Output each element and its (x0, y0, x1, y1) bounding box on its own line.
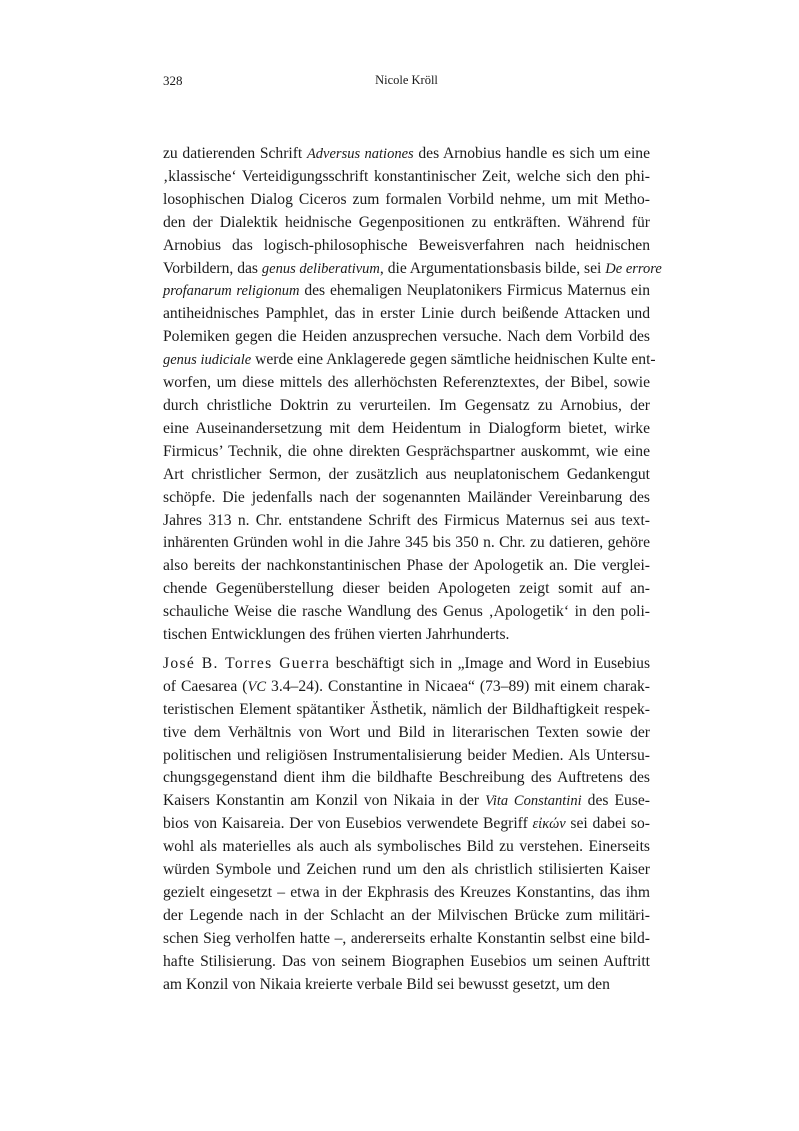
text-line (163, 745, 650, 768)
italic-text: Adversus nationes (306, 146, 414, 162)
text-run: losophischen Dialog Ciceros zum formalen Vorbild nehme, um mit Metho- (163, 190, 650, 208)
italic-text: εἰκών (532, 816, 566, 833)
text-run: Polemiken gegen die Heiden anzusprechen versuche. Nach dem Vorbild des (163, 328, 650, 346)
text-line (163, 699, 650, 722)
text-run: sei dabei so- (565, 815, 650, 833)
text-line (163, 303, 650, 326)
text-line (163, 464, 650, 487)
text-line (163, 624, 650, 647)
text-line (163, 836, 650, 859)
text-run: Jahres 313 n. Chr. entstandene Schrift des Firmicus Maternus sei aus text- (163, 511, 650, 529)
text-run: Art christlicher Sermon, der zusätzlich aus neuplatonischem Gedankengut (163, 465, 650, 483)
italic-text: VC (247, 678, 267, 695)
text-line (163, 235, 650, 258)
text-line (163, 212, 650, 235)
text-run: politischen und religiösen Instrumentalisierung beider Medien. Als Untersu- (163, 746, 650, 764)
text-line (163, 601, 650, 624)
text-run: schauliche Weise die rasche Wandlung des Genus ‚Apologetik‘ in den poli- (163, 603, 650, 621)
text-line (163, 859, 650, 882)
text-line (163, 326, 650, 349)
text-run: Arnobius das logisch-philosophische Beweisverfahren nach heidnischen (163, 236, 650, 254)
text-line (163, 722, 650, 745)
italic-text: De errore (605, 260, 662, 277)
text-run: gezielt eingesetzt – etwa in der Ekphrasis des Kreuzes Konstantins, das ihm (163, 884, 650, 901)
text-line (163, 166, 650, 189)
text-run: of Caesarea ( (163, 677, 248, 695)
text-run: schen Sieg verholfen hatte –, andererseits erhalte Konstantin selbst eine bild- (163, 929, 650, 947)
text-run: Firmicus’ Technik, die ohne direkten Gesprächspartner auskommt, wie eine (163, 442, 650, 460)
text-line (163, 487, 650, 510)
text-run: chungsgegenstand dient ihm die bildhafte Beschreibung des Auftretens des (163, 769, 650, 787)
text-run: tischen Entwicklungen des frühen vierten Jahrhunderts. (163, 626, 510, 644)
text-line (163, 395, 650, 418)
body-text (163, 143, 662, 997)
text-line (163, 905, 650, 928)
text-run: antiheidnisches Pamphlet, das in erster Linie durch beißende Attacken und (163, 305, 650, 323)
text-line (163, 555, 650, 578)
text-run: am Konzil von Nikaia kreierte verbale Bild sei bewusst gesetzt, um den (163, 975, 610, 993)
author-name: José B. Torres Guerra (163, 654, 331, 672)
text-run: schöpfe. Die jedenfalls nach der sogenannten Mailänder Vereinbarung des (163, 488, 650, 506)
text-run: hafte Stilisierung. Das von seinem Biographen Eusebios um seinen Auftritt (163, 952, 650, 970)
paragraph (163, 653, 650, 997)
text-line (163, 767, 650, 790)
paragraph (163, 143, 662, 647)
text-run: inhärenten Gründen wohl in die Jahre 345 bis 350 n. Chr. zu datieren, gehöre (163, 534, 650, 552)
text-run: beschäftigt sich in „Image and Word in Eusebius (330, 654, 651, 672)
text-line (163, 372, 650, 395)
italic-text: genus iudiciale (163, 352, 252, 369)
text-line (163, 790, 650, 813)
text-run: würden Symbole und Zeichen rund um den als christlich stilisierten Kaiser (163, 861, 650, 879)
text-run: eine Auseinandersetzung mit dem Heidentum in Dialogform bietet, wirke (163, 419, 650, 437)
text-line (163, 578, 650, 601)
text-line (163, 258, 662, 281)
text-run: chende Gegenüberstellung dieser beiden Apologeten zeigt somit auf an- (163, 580, 650, 598)
text-run: 3.4–24). Constantine in Nicaea“ (73–89) mit einem charak- (266, 677, 651, 695)
text-run: Kaisers Konstantin am Konzil von Nikaia in der (163, 792, 486, 810)
text-run: durch christliche Doktrin zu verurteilen. Im Gegensatz zu Arnobius, der (163, 396, 650, 414)
text-line (163, 441, 650, 464)
text-run: des Arnobius handle es sich um eine (413, 145, 651, 162)
page-number: 328 (163, 73, 183, 88)
text-line (163, 974, 650, 997)
text-run: der Legende nach in der Schlacht an der Milvischen Brücke zum militäri- (163, 906, 650, 924)
text-run: ‚klassische‘ Verteidigungsschrift konstantinischer Zeit, welche sich den phi- (163, 167, 650, 185)
text-run: worfen, um diese mittels des allerhöchsten Referenztextes, der Bibel, sowie (163, 374, 650, 392)
text-run: den der Dialektik heidnische Gegenpositionen zu entkräften. Während für (163, 213, 650, 231)
text-run: Vorbildern, das (163, 259, 262, 277)
text-run: werde eine Anklagerede gegen sämtliche heidnischen Kulte ent- (251, 351, 656, 369)
text-line (163, 510, 650, 533)
text-line (163, 928, 650, 951)
page-header (163, 73, 650, 89)
text-run: wohl als materielles als auch als symbolisches Bild zu verstehen. Einerseits (163, 838, 650, 856)
text-line (163, 349, 656, 372)
text-run: zu datierenden Schrift (163, 145, 307, 162)
text-line (163, 813, 650, 836)
text-line (163, 280, 650, 303)
text-line (163, 653, 650, 676)
text-run: bios von Kaisareia. Der von Eusebios verwendete Begriff (163, 815, 533, 833)
text-run: , die Argumentationsbasis bilde, sei (379, 259, 606, 277)
italic-text: Vita Constantini (485, 793, 582, 810)
text-line (163, 951, 650, 974)
text-line (163, 676, 650, 699)
italic-text: genus deliberativum (261, 260, 380, 277)
text-line (163, 532, 650, 555)
text-run: also bereits der nachkonstantinischen Phase der Apologetik an. Die verglei- (163, 557, 650, 575)
text-run: teristischen Element spätantiker Ästhetik, nämlich der Bildhaftigkeit respek- (163, 700, 650, 718)
text-line (163, 143, 650, 166)
text-line (163, 418, 650, 441)
italic-text: profanarum religionum (163, 283, 300, 300)
text-run: tive dem Verhältnis von Wort und Bild in literarischen Texten sowie der (163, 723, 650, 741)
text-line (163, 189, 650, 212)
text-line (163, 882, 650, 905)
text-run: des Euse- (581, 792, 650, 810)
text-run: des ehemaligen Neuplatonikers Firmicus Maternus ein (299, 282, 650, 300)
running-head-author: Nicole Kröll (375, 73, 438, 87)
